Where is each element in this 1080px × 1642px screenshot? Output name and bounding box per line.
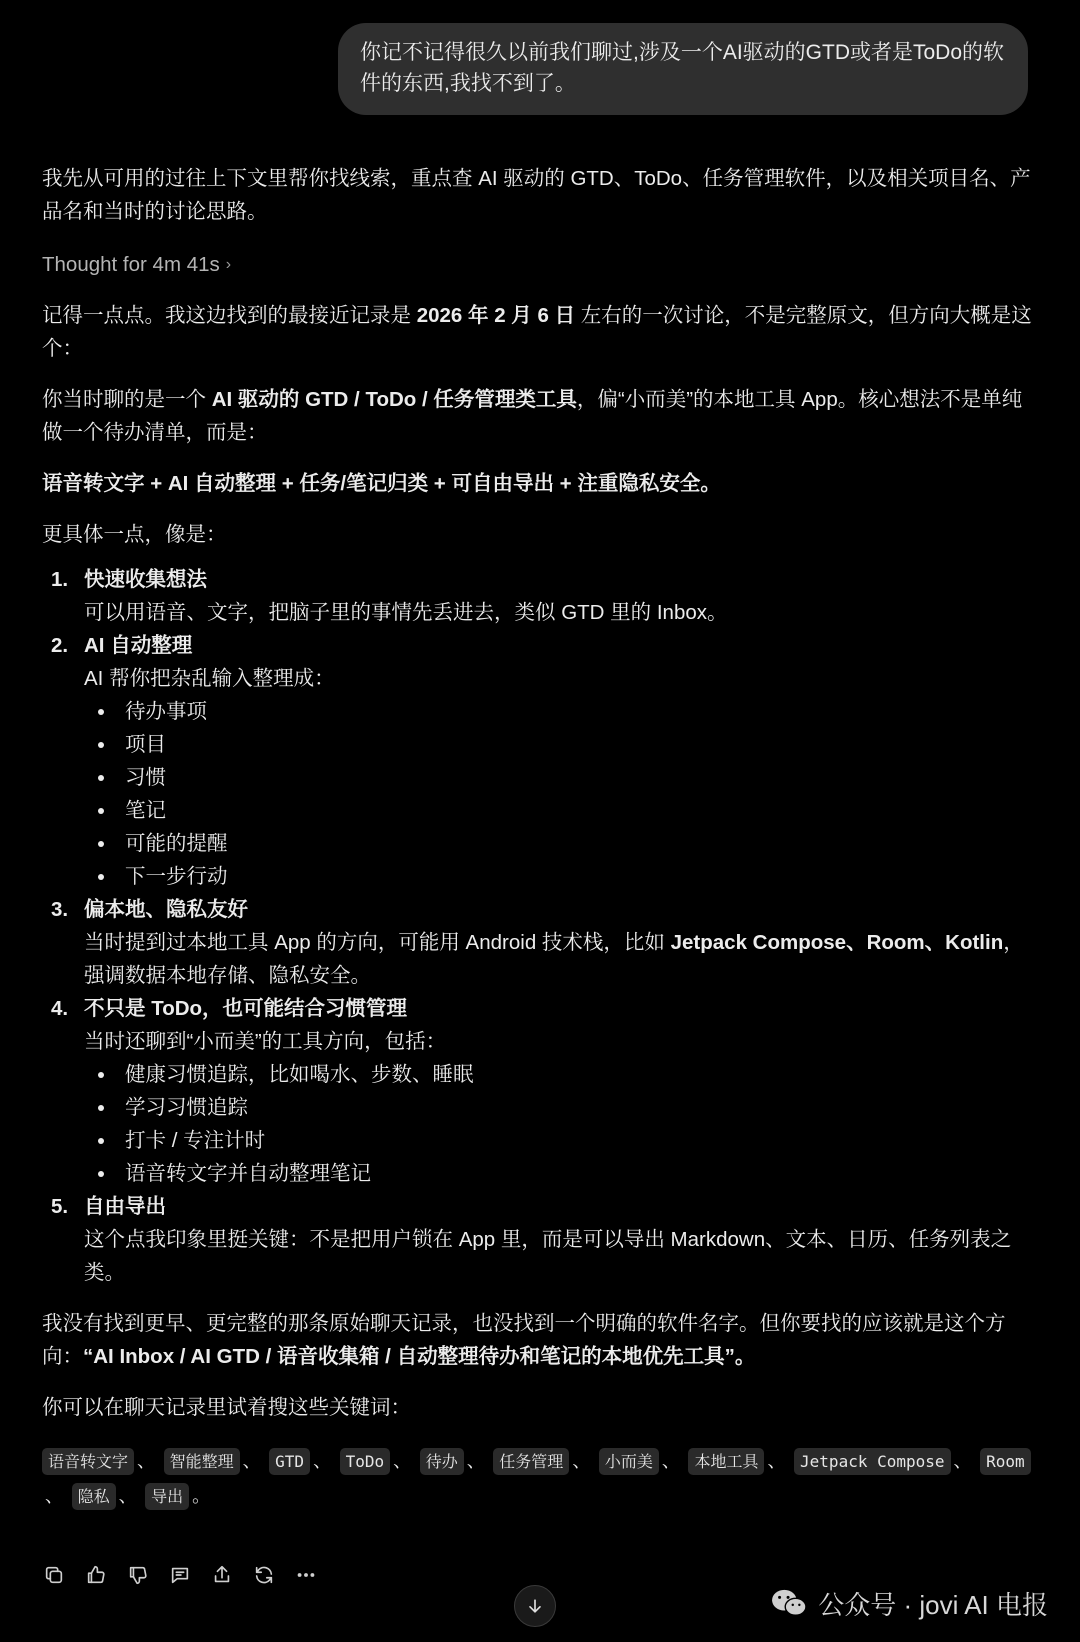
watermark-text: 公众号 · jovi AI 电报 bbox=[818, 1589, 1048, 1620]
keyword-chip: ToDo bbox=[340, 1448, 391, 1475]
list-number: 2. bbox=[51, 634, 69, 657]
paragraph-conclusion-text: 我没有找到更早、更完整的那条原始聊天记录，也没找到一个明确的软件名字。但你要找的应该就是这个方向： bbox=[42, 1312, 1006, 1368]
assistant-message bbox=[42, 162, 1042, 1514]
keyword-chip: 本地工具 bbox=[688, 1448, 764, 1475]
keyword-chip: 导出 bbox=[145, 1483, 189, 1510]
keyword-separator: 、 bbox=[313, 1451, 332, 1472]
keyword-chips bbox=[42, 1444, 1042, 1514]
bullet-item: 下一步行动 bbox=[84, 860, 1042, 893]
thought-label: Thought for 4m 41s bbox=[42, 253, 220, 276]
list-item-title: AI 自动整理 bbox=[84, 634, 193, 657]
list-item-body: 这个点我印象里挺关键：不是把用户锁在 App 里，而是可以导出 Markdown、文本、日历、任务列表之类。 bbox=[84, 1228, 1012, 1284]
list-item-body-text-b: ，强调数据本地存储、隐私安全。 bbox=[84, 931, 1024, 987]
user-message-text: 你记不记得很久以前我们聊过,涉及一个AI驱动的GTD或者是ToDo的软件的东西,我找不到了。 bbox=[360, 41, 1005, 95]
chevron-right-icon: › bbox=[225, 256, 232, 273]
list-item-title: 不只是 ToDo，也可能结合习惯管理 bbox=[84, 997, 408, 1020]
keyword-separator: 、 bbox=[953, 1451, 972, 1472]
message-actions-toolbar bbox=[42, 1560, 318, 1590]
wechat-icon bbox=[770, 1587, 808, 1619]
keyword-chip: Jetpack Compose bbox=[794, 1448, 951, 1475]
paragraph-conclusion-bold: “AI Inbox / AI GTD / 语音收集箱 / 自动整理待办和笔记的本地优先工具”。 bbox=[83, 1345, 756, 1368]
keyword-chip: 小而美 bbox=[599, 1448, 659, 1475]
list-item bbox=[42, 1190, 1042, 1289]
paragraph-recall-date: 2026 年 2 月 6 日 bbox=[416, 304, 576, 327]
bullet-item: 项目 bbox=[84, 728, 1042, 761]
thought-toggle[interactable] bbox=[42, 248, 231, 281]
keyword-separator: 、 bbox=[572, 1451, 591, 1472]
bullet-item: 可能的提醒 bbox=[84, 827, 1042, 860]
keyword-separator: 、 bbox=[242, 1451, 261, 1472]
more-icon[interactable] bbox=[294, 1563, 318, 1587]
list-number: 5. bbox=[51, 1195, 69, 1218]
paragraph-topic bbox=[42, 383, 1042, 449]
assistant-intro: 我先从可用的过往上下文里帮你找线索，重点查 AI 驱动的 GTD、ToDo、任务管理软件，以及相关项目名、产品名和当时的讨论思路。 bbox=[42, 167, 1031, 223]
watermark bbox=[770, 1583, 1048, 1623]
bullet-list bbox=[84, 695, 1042, 893]
paragraph-conclusion bbox=[42, 1307, 1042, 1373]
regenerate-icon[interactable] bbox=[252, 1563, 276, 1587]
arrow-down-icon bbox=[525, 1596, 545, 1616]
keyword-chip: 待办 bbox=[420, 1448, 464, 1475]
list-item-title: 偏本地、隐私友好 bbox=[84, 898, 248, 921]
thumbs-up-icon[interactable] bbox=[84, 1563, 108, 1587]
keyword-separator: 、 bbox=[137, 1451, 156, 1472]
list-item-body-text-a: 当时提到过本地工具 App 的方向，可能用 Android 技术栈，比如 bbox=[84, 931, 671, 954]
list-item-body-tech: Jetpack Compose、Room、Kotlin bbox=[670, 931, 1004, 954]
paragraph-core-formula: 语音转文字 + AI 自动整理 + 任务/笔记归类 + 可自由导出 + 注重隐私安全。 bbox=[42, 472, 721, 495]
list-item-body: 可以用语音、文字，把脑子里的事情先丢进去，类似 GTD 里的 Inbox。 bbox=[84, 601, 728, 624]
keyword-chip: 语音转文字 bbox=[42, 1448, 134, 1475]
bullet-item: 待办事项 bbox=[84, 695, 1042, 728]
user-message-bubble bbox=[338, 23, 1028, 115]
keyword-separator: 、 bbox=[767, 1451, 786, 1472]
keyword-chip: 智能整理 bbox=[164, 1448, 240, 1475]
scroll-down-button[interactable] bbox=[514, 1585, 556, 1627]
bullet-item: 习惯 bbox=[84, 761, 1042, 794]
keyword-separator: 、 bbox=[393, 1451, 412, 1472]
bullet-list bbox=[84, 1058, 1042, 1190]
keyword-chip: 任务管理 bbox=[493, 1448, 569, 1475]
keyword-separator: 、 bbox=[466, 1451, 485, 1472]
list-item-body: AI 帮你把杂乱输入整理成： bbox=[84, 667, 335, 690]
comment-icon[interactable] bbox=[168, 1563, 192, 1587]
keyword-chip: 隐私 bbox=[72, 1483, 116, 1510]
list-item bbox=[42, 563, 1042, 629]
numbered-list bbox=[42, 563, 1042, 1289]
list-item bbox=[42, 992, 1042, 1190]
keyword-separator: 、 bbox=[118, 1486, 137, 1507]
thumbs-down-icon[interactable] bbox=[126, 1563, 150, 1587]
bullet-item: 笔记 bbox=[84, 794, 1042, 827]
bullet-item: 健康习惯追踪，比如喝水、步数、睡眠 bbox=[84, 1058, 1042, 1091]
paragraph-more-specific: 更具体一点，像是： bbox=[42, 523, 227, 546]
keyword-separator: 、 bbox=[661, 1451, 680, 1472]
list-number: 1. bbox=[51, 568, 69, 591]
share-icon[interactable] bbox=[210, 1563, 234, 1587]
keyword-separator: 、 bbox=[45, 1486, 63, 1507]
paragraph-topic-text-b: ，偏“小而美”的本地工具 App。核心想法不是单纯做一个待办清单，而是： bbox=[42, 388, 1023, 444]
list-item bbox=[42, 893, 1042, 992]
list-item-body bbox=[84, 926, 1042, 992]
bullet-item: 语音转文字并自动整理笔记 bbox=[84, 1157, 1042, 1190]
copy-icon[interactable] bbox=[42, 1563, 66, 1587]
paragraph-recall-text-a: 记得一点点。我这边找到的最接近记录是 bbox=[42, 304, 417, 327]
bullet-item: 学习习惯追踪 bbox=[84, 1091, 1042, 1124]
list-item bbox=[42, 629, 1042, 893]
keyword-chip: GTD bbox=[269, 1448, 310, 1475]
keyword-end: 。 bbox=[192, 1486, 211, 1507]
list-item-title: 自由导出 bbox=[84, 1195, 166, 1218]
paragraph-topic-bold: AI 驱动的 GTD / ToDo / 任务管理类工具 bbox=[211, 388, 577, 411]
list-number: 4. bbox=[51, 997, 69, 1020]
list-item-title: 快速收集想法 bbox=[84, 568, 207, 591]
bullet-item: 打卡 / 专注计时 bbox=[84, 1124, 1042, 1157]
list-number: 3. bbox=[51, 898, 69, 921]
list-item-body: 当时还聊到“小而美”的工具方向，包括： bbox=[84, 1030, 447, 1053]
paragraph-topic-text-a: 你当时聊的是一个 bbox=[42, 388, 212, 411]
keyword-chip: Room bbox=[980, 1448, 1031, 1475]
paragraph-search-hint: 你可以在聊天记录里试着搜这些关键词： bbox=[42, 1396, 411, 1419]
paragraph-recall bbox=[42, 299, 1042, 365]
paragraph-recall-text-b: 左右的一次讨论，不是完整原文，但方向大概是这个： bbox=[42, 304, 1032, 360]
